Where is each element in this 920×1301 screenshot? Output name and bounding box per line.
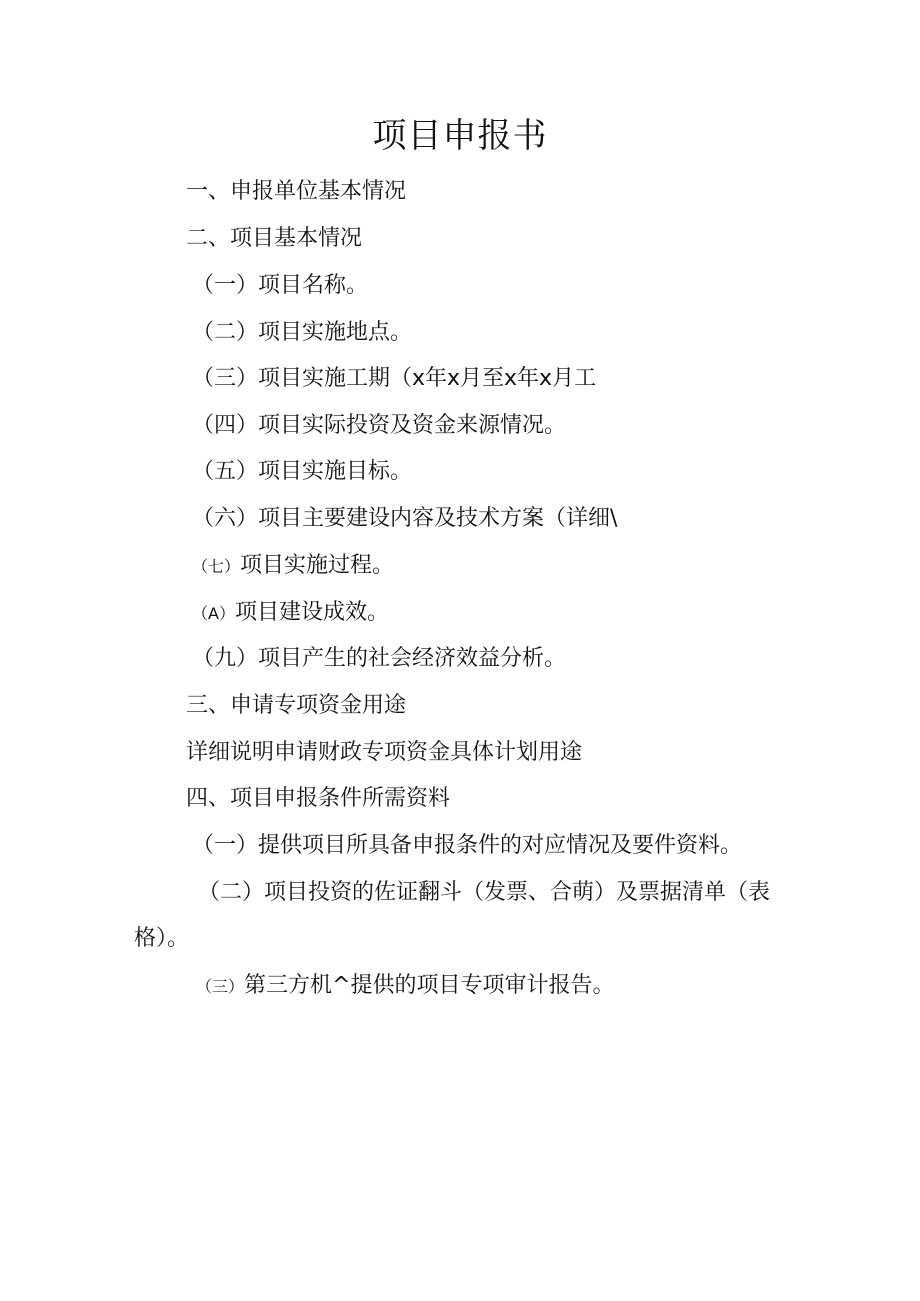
item-4-2: （二）项目投资的佐证翻斗（发票、合萌）及票据清单（表: [198, 880, 771, 905]
section-3-heading: 三、申请专项资金用途: [186, 693, 407, 718]
item-2-1: （一）项目名称。: [192, 273, 369, 298]
item-2-2: （二）项目实施地点。: [192, 320, 413, 345]
item-2-7-number: （七）: [192, 557, 241, 576]
item-2-8-text: 项目建设成效。: [234, 600, 389, 625]
item-2-9: （九）项目产生的社会经济效益分析。: [192, 646, 567, 671]
document-title: 项目申报书: [372, 116, 548, 156]
item-2-7: [192, 551, 394, 582]
item-2-5: （五）项目实施目标。: [192, 459, 413, 484]
item-2-7-text: 项目实施过程。: [240, 553, 395, 578]
item-2-4: （四）项目实际投资及资金来源情况。: [192, 413, 567, 438]
item-4-2-continuation: 格）。: [134, 926, 190, 951]
item-4-3: [196, 971, 614, 1002]
item-4-3-number: （三）: [196, 977, 245, 996]
section-4-heading: 四、项目申报条件所需资料: [186, 786, 451, 811]
section-2-heading: 二、项目基本情况: [186, 226, 363, 251]
item-2-8-number: （A）: [192, 604, 235, 623]
item-4-1: （一）提供项目所具备申报条件的对应情况及要件资料。: [192, 833, 743, 858]
item-4-3-text: 第三方机^提供的项目专项审计报告。: [244, 973, 615, 998]
section-1-heading: 一、申报单位基本情况: [186, 179, 407, 204]
item-2-6: （六）项目主要建设内容及技术方案（详细\: [192, 506, 618, 531]
item-2-3: （三）项目实施工期（x年x月至x年x月工: [192, 366, 597, 391]
item-2-8: [192, 598, 389, 629]
section-3-description: 详细说明申请财政专项资金具体计划用途: [186, 740, 583, 765]
